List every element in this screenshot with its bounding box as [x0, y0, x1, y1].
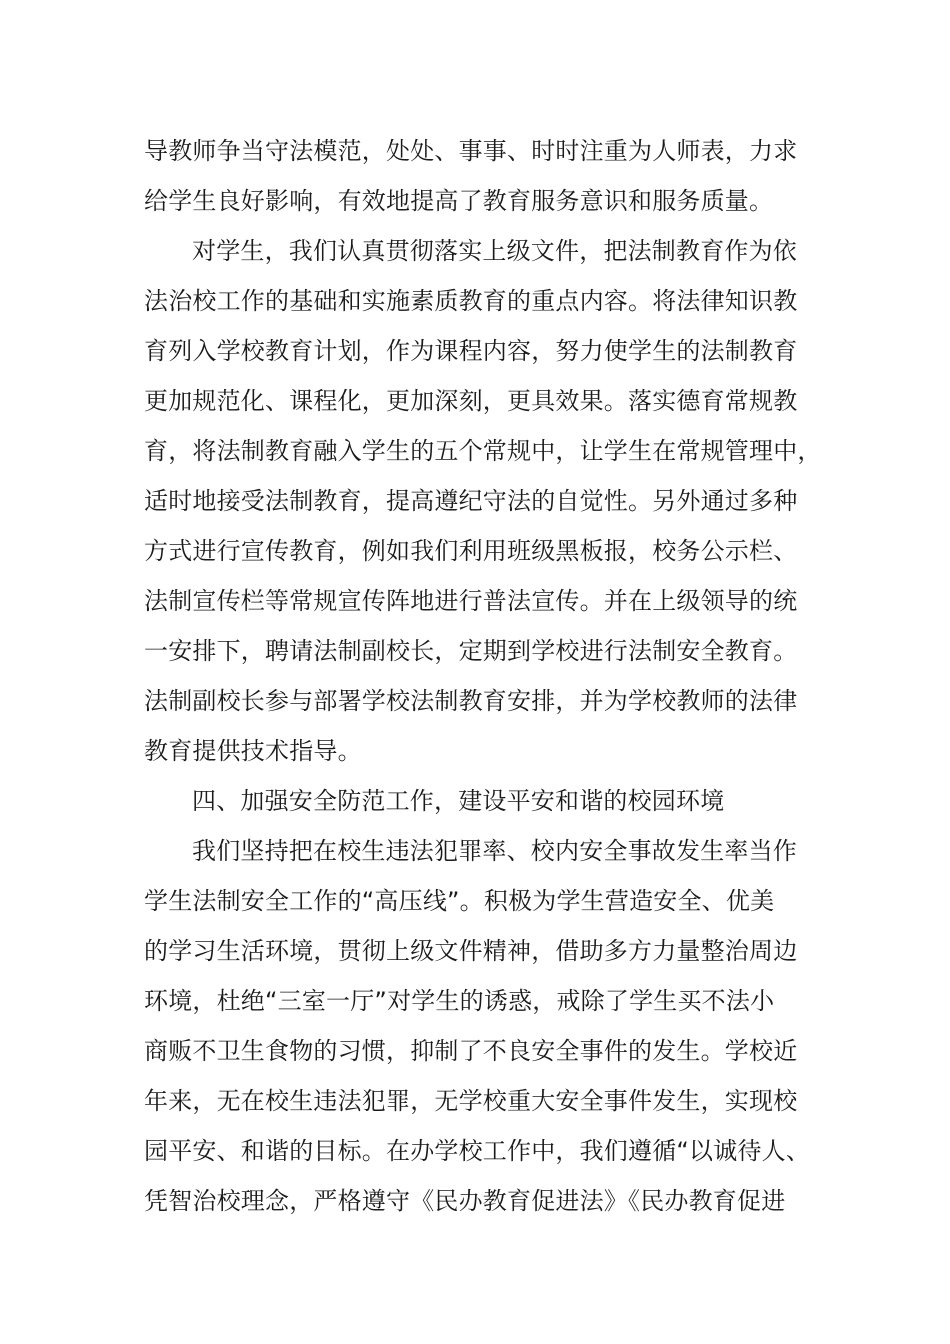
paragraph-start-line: 对学生，我们认真贯彻落实上级文件，把法制教育作为依 [192, 237, 797, 265]
text-line: 环境，杜绝“三室一厅”对学生的诱惑，戒除了学生买不法小 [144, 987, 775, 1015]
paragraph-start-line: 我们坚持把在校生违法犯罪率、校内安全事故发生率当作 [192, 837, 797, 865]
section-heading: 四、加强安全防范工作，建设平安和谐的校园环境 [192, 787, 725, 815]
text-line: 学生法制安全工作的“高压线”。积极为学生营造安全、优美 [144, 887, 775, 915]
text-line: 教育提供技术指导。 [144, 737, 362, 765]
text-line: 法治校工作的基础和实施素质教育的重点内容。将法律知识教 [144, 287, 798, 315]
text-line: 导教师争当守法模范，处处、事事、时时注重为人师表，力求 [144, 137, 798, 165]
text-line: 法制副校长参与部署学校法制教育安排，并为学校教师的法律 [144, 687, 798, 715]
text-line: 凭智治校理念，严格遵守《民办教育促进法》《民办教育促进 [144, 1187, 786, 1215]
text-line: 育列入学校教育计划，作为课程内容，努力使学生的法制教育 [144, 337, 798, 365]
text-line: 法制宣传栏等常规宣传阵地进行普法宣传。并在上级领导的统 [144, 587, 798, 615]
text-line: 给学生良好影响，有效地提高了教育服务意识和服务质量。 [144, 187, 774, 215]
text-line: 商贩不卫生食物的习惯，抑制了不良安全事件的发生。学校近 [144, 1037, 798, 1065]
text-line: 园平安、和谐的目标。在办学校工作中，我们遵循“以诚待人、 [144, 1137, 811, 1165]
text-line: 方式进行宣传教育，例如我们利用班级黑板报，校务公示栏、 [144, 537, 798, 565]
text-line: 一安排下，聘请法制副校长，定期到学校进行法制安全教育。 [144, 637, 798, 665]
text-line: 年来，无在校生违法犯罪，无学校重大安全事件发生，实现校 [144, 1087, 798, 1115]
text-line: 育，将法制教育融入学生的五个常规中，让学生在常规管理中， [144, 437, 822, 465]
text-line: 更加规范化、课程化，更加深刻，更具效果。落实德育常规教 [144, 387, 798, 415]
text-line: 的学习生活环境，贯彻上级文件精神，借助多方力量整治周边 [144, 937, 798, 965]
text-line: 适时地接受法制教育，提高遵纪守法的自觉性。另外通过多种 [144, 487, 798, 515]
